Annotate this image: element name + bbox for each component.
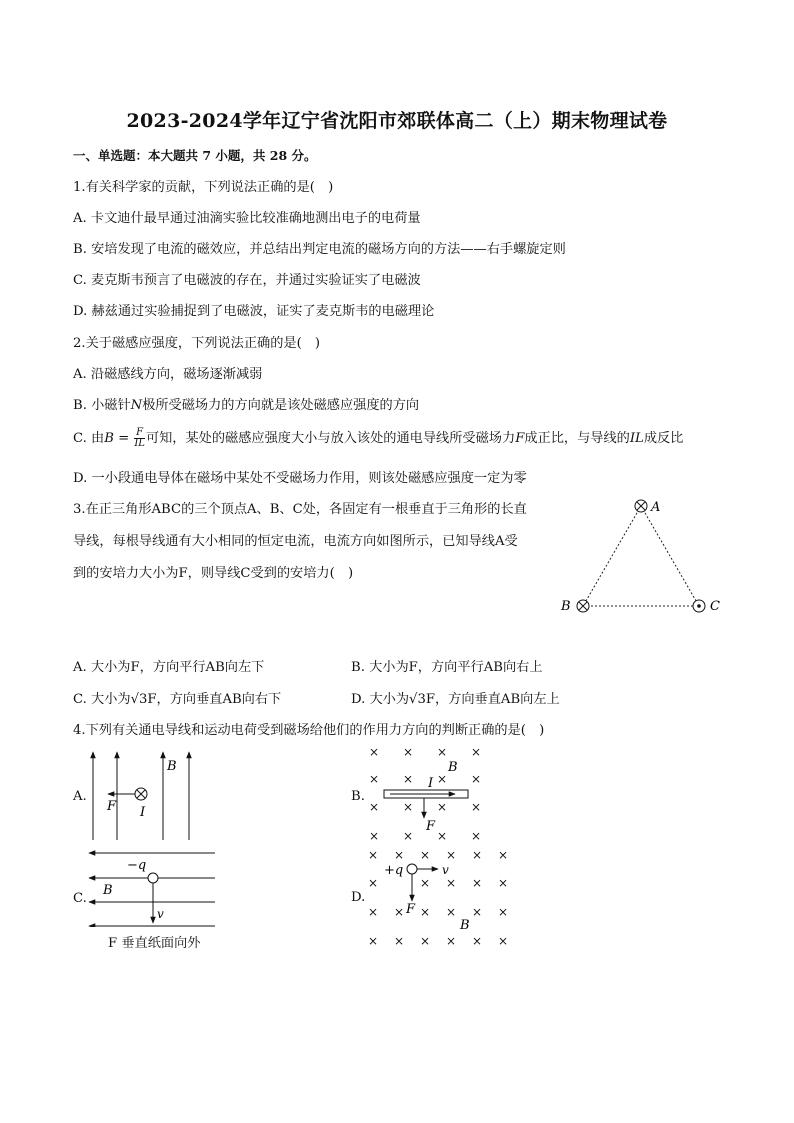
q4-option-c-figure	[85, 845, 220, 927]
svg-text:×: ×	[403, 745, 414, 759]
q1-stem: 1.有关科学家的贡献，下列说法正确的是( )	[73, 180, 334, 195]
vertex-a-label: A	[651, 500, 661, 515]
force-f-label: F	[107, 799, 117, 814]
svg-text:×: ×	[437, 745, 448, 759]
svg-text:×: ×	[420, 876, 431, 890]
q3-option-a: A. 大小为F，方向平行AB向左下	[73, 660, 265, 675]
svg-text:×: ×	[498, 848, 509, 862]
q4-option-d-figure	[362, 843, 522, 953]
q2-option-a: A. 沿磁感线方向，磁场逐渐减弱	[73, 367, 263, 382]
svg-text:×: ×	[420, 905, 431, 919]
svg-text:×: ×	[368, 848, 379, 862]
q1-option-c: C. 麦克斯韦预言了电磁波的存在，并通过实验证实了电磁波	[73, 273, 421, 288]
charge-particle	[148, 873, 158, 883]
velocity-v-label: v	[442, 863, 449, 877]
svg-text:×: ×	[420, 848, 431, 862]
q4-option-b-figure	[362, 740, 492, 840]
force-f-label: F	[426, 819, 436, 834]
field-b-label: B	[448, 760, 458, 775]
q2-option-c: C. 由B = $\frac{F}{IL}$ 可知，某处的磁感应强度大小与放入该处的通电导线所受磁场力F成正比，与导线的IL成反比	[73, 427, 684, 449]
svg-text:×: ×	[498, 934, 509, 948]
svg-text:×: ×	[471, 829, 482, 840]
q4-option-a-figure	[85, 748, 200, 843]
vertex-b-label: B	[561, 599, 571, 614]
q4-option-b-label: B.	[351, 789, 365, 804]
q4-option-a-label: A.	[73, 789, 87, 804]
svg-text:×: ×	[446, 934, 457, 948]
svg-text:×: ×	[472, 848, 483, 862]
q3-option-b: B. 大小为F，方向平行AB向右上	[351, 660, 543, 675]
svg-text:×: ×	[394, 934, 405, 948]
q3-triangle-figure	[555, 492, 735, 622]
q2-option-d: D. 一小段通电导体在磁场中某处不受磁场力作用，则该处磁感应强度一定为零	[73, 471, 527, 486]
svg-text:×: ×	[437, 800, 448, 814]
q3-option-d: D. 大小为√3F，方向垂直AB向左上	[351, 692, 560, 707]
q1-option-b: B. 安培发现了电流的磁效应，并总结出判定电流的磁场方向的方法——右手螺旋定则	[73, 242, 566, 257]
svg-text:×: ×	[498, 876, 509, 890]
svg-text:×: ×	[394, 905, 405, 919]
wire-c-out-of-page-icon	[693, 600, 705, 612]
svg-text:×: ×	[498, 905, 509, 919]
q3-stem-line1: 3.在正三角形ABC的三个顶点A、B、C处，各固定有一根垂直于三角形的长直	[73, 502, 527, 517]
svg-text:×: ×	[420, 934, 431, 948]
vertex-c-label: C	[710, 599, 720, 614]
wire-a-into-page-icon	[635, 500, 647, 512]
q1-option-d: D. 赫兹通过实验捕捉到了电磁波，证实了麦克斯韦的电磁理论	[73, 304, 435, 319]
svg-text:×: ×	[368, 876, 379, 890]
q4-option-c-label: C.	[73, 891, 87, 906]
svg-text:×: ×	[369, 800, 380, 814]
force-f-label: F	[406, 902, 416, 917]
svg-text:×: ×	[368, 934, 379, 948]
svg-text:×: ×	[471, 745, 482, 759]
svg-text:×: ×	[403, 829, 414, 840]
field-b-label: B	[460, 918, 470, 933]
q2-option-b: B. 小磁针N极所受磁场力的方向就是该处磁感应强度的方向	[73, 398, 420, 413]
svg-text:×: ×	[403, 800, 414, 814]
page-title: 2023-2024学年辽宁省沈阳市郊联体高二（上）期末物理试卷	[126, 110, 668, 132]
field-b-label: B	[103, 883, 113, 898]
q4-stem: 4.下列有关通电导线和运动电荷受到磁场给他们的作用力方向的判断正确的是( )	[73, 723, 545, 738]
q3-stem-line2: 导线，每根导线通有大小相同的恒定电流，电流方向如图所示，已知导线A受	[73, 534, 518, 549]
q3-stem-line3: 到的安培力大小为F，则导线C受到的安培力( )	[73, 566, 354, 581]
svg-text:×: ×	[369, 772, 380, 786]
charge-q-label: +q	[384, 863, 404, 878]
svg-text:×: ×	[472, 934, 483, 948]
q3-option-c: C. 大小为√3F，方向垂直AB向右下	[73, 692, 282, 707]
svg-text:×: ×	[437, 772, 448, 786]
svg-text:×: ×	[472, 905, 483, 919]
wire-b-into-page-icon	[577, 600, 589, 612]
svg-text:×: ×	[437, 829, 448, 840]
svg-text:×: ×	[369, 745, 380, 759]
svg-text:×: ×	[369, 829, 380, 840]
svg-text:×: ×	[471, 800, 482, 814]
q4-option-d-label: D.	[351, 890, 366, 905]
current-i-label: I	[140, 805, 146, 820]
q4-option-c-caption: F 垂直纸面向外	[108, 936, 201, 951]
velocity-v-label: v	[157, 907, 164, 921]
q2-stem: 2.关于磁感应强度，下列说法正确的是( )	[73, 336, 321, 351]
formula-fraction: $\frac{F}{IL}$	[134, 427, 145, 449]
svg-text:×: ×	[368, 905, 379, 919]
svg-text:×: ×	[446, 905, 457, 919]
charge-q-label: −q	[127, 858, 147, 873]
svg-text:×: ×	[446, 876, 457, 890]
field-b-label: B	[167, 759, 177, 774]
svg-text:×: ×	[394, 848, 405, 862]
section-heading: 一、单选题：本大题共 7 小题，共 28 分。	[73, 148, 317, 163]
q1-option-a: A. 卡文迪什最早通过油滴实验比较准确地测出电子的电荷量	[73, 211, 421, 226]
current-i-label: I	[428, 776, 434, 791]
current-into-page-icon	[135, 788, 147, 800]
charge-particle	[407, 864, 417, 874]
svg-text:×: ×	[446, 848, 457, 862]
svg-text:×: ×	[472, 876, 483, 890]
svg-text:×: ×	[471, 772, 482, 786]
svg-text:×: ×	[403, 772, 414, 786]
